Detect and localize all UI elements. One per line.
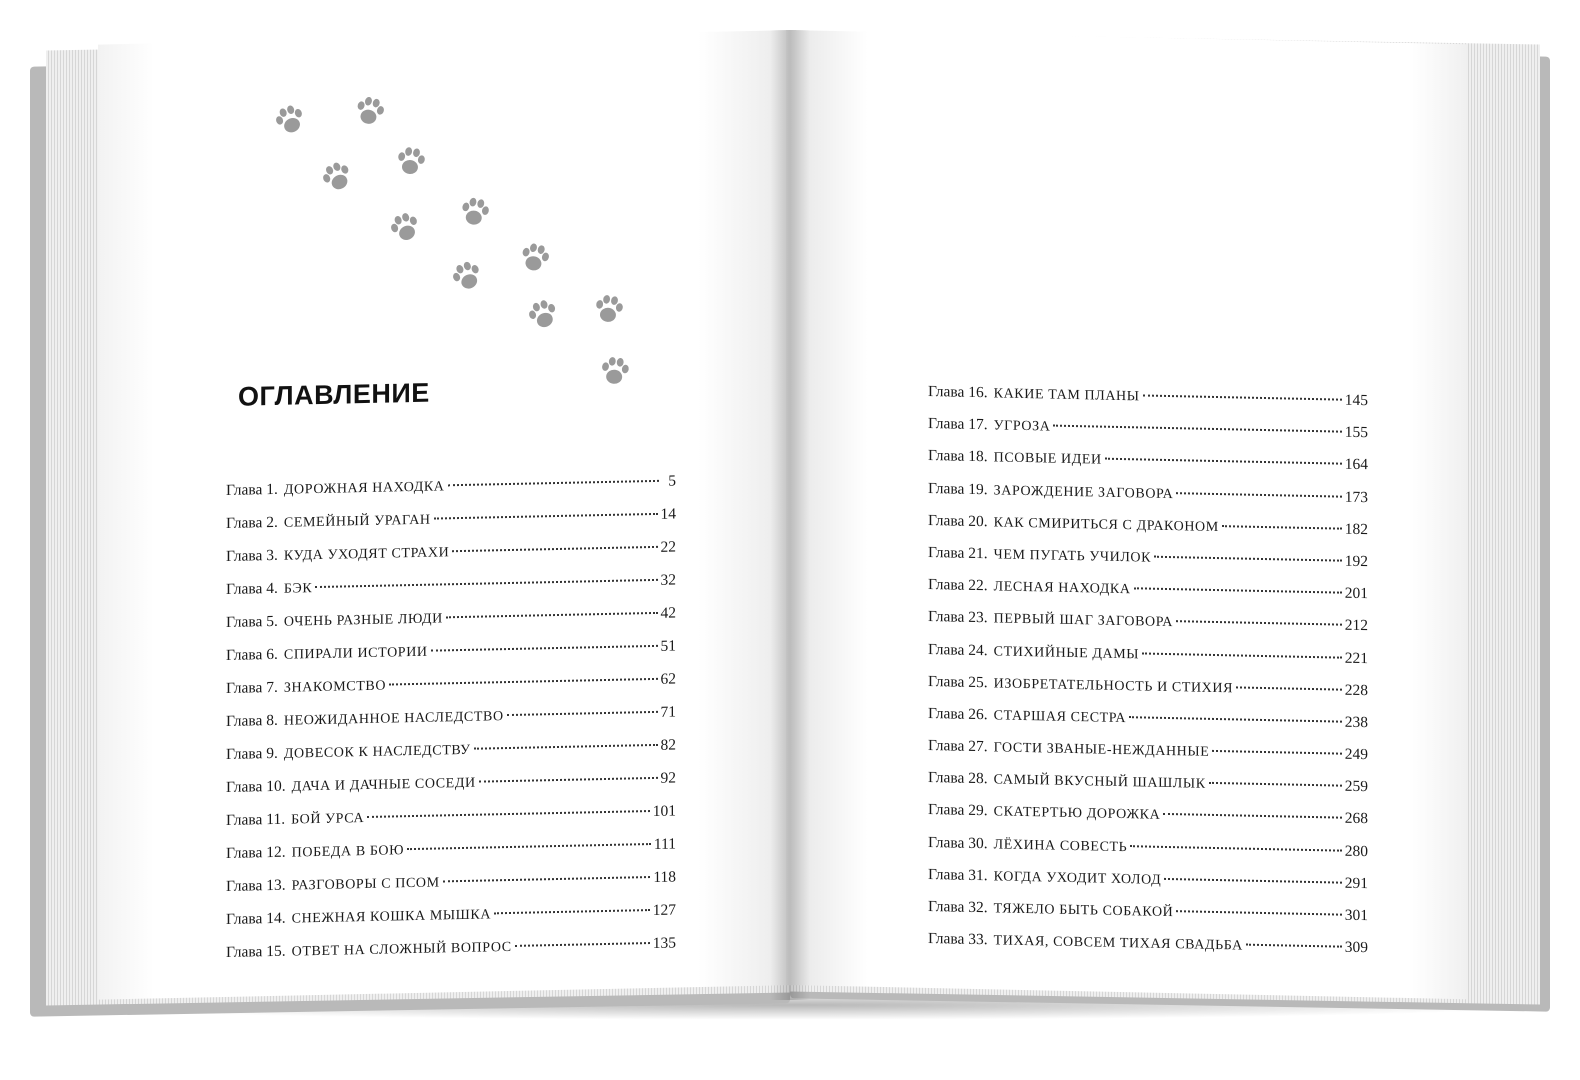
page-number: 173 <box>1344 488 1368 506</box>
page-number: 228 <box>1344 681 1368 699</box>
chapter-title: ЗНАКОМСТВО <box>283 678 387 696</box>
page-number: 101 <box>652 802 676 821</box>
page-number: 249 <box>1344 745 1368 764</box>
page-number: 155 <box>1344 423 1368 442</box>
chapter-number: Глава 14. <box>226 909 286 928</box>
dot-leader <box>494 909 650 914</box>
dot-leader <box>1176 620 1342 625</box>
dot-leader <box>443 876 651 882</box>
page-number: 42 <box>660 604 676 622</box>
toc-list-left <box>226 473 676 977</box>
dot-leader <box>515 942 650 947</box>
chapter-number: Глава 26. <box>928 704 988 724</box>
dot-leader <box>1222 525 1342 530</box>
page-number: 135 <box>652 934 676 953</box>
paw-print-icon <box>522 293 565 336</box>
chapter-title: ДОРОЖНАЯ НАХОДКА <box>283 479 445 498</box>
page-number: 71 <box>660 703 676 721</box>
chapter-title: ТИХАЯ, СОВСЕМ ТИХАЯ СВАДЬБА <box>993 933 1243 954</box>
dot-leader <box>448 480 659 486</box>
paw-print-icon <box>391 142 430 181</box>
page-number: 127 <box>652 901 676 920</box>
chapter-title: КОГДА УХОДИТ ХОЛОД <box>993 869 1162 888</box>
chapter-title: БЭК <box>283 581 313 597</box>
chapter-title: СКАТЕРТЬЮ ДОРОЖКА <box>993 804 1161 824</box>
chapter-number: Глава 19. <box>928 479 988 498</box>
chapter-number: Глава 5. <box>226 612 278 631</box>
chapter-number: Глава 24. <box>928 640 988 659</box>
dot-leader <box>1129 716 1342 722</box>
chapter-title: СПИРАЛИ ИСТОРИИ <box>283 644 428 663</box>
chapter-number: Глава 15. <box>226 942 286 961</box>
paw-print-icon <box>455 192 495 232</box>
dot-leader <box>1176 492 1341 497</box>
chapter-number: Глава 13. <box>226 876 286 895</box>
chapter-number: Глава 6. <box>226 645 278 664</box>
dot-leader <box>474 744 658 750</box>
dot-leader <box>431 645 658 652</box>
page-number: 51 <box>660 637 676 655</box>
chapter-number: Глава 18. <box>928 447 988 466</box>
chapter-title: ЧЕМ ПУГАТЬ УЧИЛОК <box>993 547 1152 566</box>
chapter-number: Глава 2. <box>226 513 278 532</box>
page-number: 291 <box>1344 874 1368 893</box>
chapter-title: СТИХИЙНЫЕ ДАМЫ <box>993 643 1140 662</box>
dot-leader <box>1212 750 1341 755</box>
chapter-number: Глава 10. <box>226 777 286 796</box>
dot-leader <box>452 546 657 552</box>
paw-print-icon <box>349 90 391 131</box>
chapter-title: САМЫЙ ВКУСНЫЙ ШАШЛЫК <box>993 772 1206 793</box>
paw-trail <box>98 30 796 45</box>
page-number: 182 <box>1344 520 1368 538</box>
dot-leader <box>1246 944 1342 948</box>
dot-leader <box>389 678 657 686</box>
dot-leader <box>1236 686 1342 690</box>
paw-print-icon <box>589 290 628 329</box>
chapter-number: Глава 23. <box>928 608 988 627</box>
page-number: 62 <box>660 670 676 688</box>
left-page <box>98 30 796 1000</box>
page-number: 118 <box>653 868 676 886</box>
dot-leader <box>367 810 650 818</box>
chapter-title: ПСОВЫЕ ИДЕИ <box>993 450 1102 468</box>
chapter-number: Глава 4. <box>226 579 278 598</box>
chapter-number: Глава 25. <box>928 672 988 691</box>
chapter-number: Глава 21. <box>928 543 988 563</box>
page-number: 82 <box>660 736 676 754</box>
chapter-number: Глава 11. <box>226 810 286 829</box>
page-number: 164 <box>1344 456 1368 474</box>
chapter-number: Глава 3. <box>226 546 278 565</box>
chapter-number: Глава 8. <box>226 711 278 730</box>
chapter-title: КАКИЕ ТАМ ПЛАНЫ <box>993 386 1140 405</box>
paw-print-icon <box>596 352 634 390</box>
page-number: 145 <box>1344 391 1368 410</box>
chapter-number: Глава 20. <box>928 511 988 530</box>
dot-leader <box>1163 813 1341 819</box>
page-number: 5 <box>668 472 676 490</box>
chapter-title: ПОБЕДА В БОЮ <box>291 843 405 861</box>
paw-print-icon <box>314 154 359 200</box>
dot-leader <box>1176 910 1341 915</box>
paw-print-icon <box>514 237 556 278</box>
page-number: 32 <box>660 571 676 589</box>
chapter-title: ТЯЖЕЛО БЫТЬ СОБАКОЙ <box>993 901 1174 921</box>
chapter-number: Глава 33. <box>928 930 988 949</box>
dot-leader <box>434 513 658 520</box>
chapter-number: Глава 1. <box>226 480 278 499</box>
paw-print-icon <box>268 98 312 142</box>
chapter-title: ГОСТИ ЗВАНЫЕ-НЕЖДАННЫЕ <box>993 740 1210 760</box>
page-number: 192 <box>1344 552 1368 571</box>
dot-leader <box>1142 652 1342 658</box>
dot-leader <box>1130 845 1341 851</box>
chapter-title: ДАЧА И ДАЧНЫЕ СОСЕДИ <box>291 775 476 795</box>
page-number: 280 <box>1344 842 1368 860</box>
dot-leader <box>1164 878 1341 884</box>
page-number: 238 <box>1344 713 1368 732</box>
chapter-title: БОЙ УРСА <box>291 811 365 828</box>
chapter-number: Глава 17. <box>928 415 988 434</box>
chapter-title: НЕОЖИДАННОЕ НАСЛЕДСТВО <box>283 709 504 729</box>
chapter-title: ОЧЕНЬ РАЗНЫЕ ЛЮДИ <box>283 611 443 630</box>
chapter-number: Глава 29. <box>928 801 988 820</box>
chapter-number: Глава 9. <box>226 744 278 763</box>
chapter-title: ИЗОБРЕТАТЕЛЬНОСТЬ И СТИХИЯ <box>993 676 1234 697</box>
chapter-number: Глава 16. <box>928 382 988 402</box>
page-number: 259 <box>1344 777 1368 796</box>
chapter-number: Глава 12. <box>226 843 286 862</box>
chapter-number: Глава 32. <box>928 897 988 917</box>
dot-leader <box>1209 782 1342 787</box>
right-page <box>786 30 1466 999</box>
chapter-number: Глава 7. <box>226 678 278 697</box>
chapter-title: ОТВЕТ НА СЛОЖНЫЙ ВОПРОС <box>291 939 512 960</box>
chapter-title: КАК СМИРИТЬСЯ С ДРАКОНОМ <box>993 515 1219 535</box>
chapter-title: УГРОЗА <box>993 418 1051 435</box>
chapter-title: СНЕЖНАЯ КОШКА МЫШКА <box>291 907 492 927</box>
chapter-number: Глава 27. <box>928 737 988 756</box>
chapter-title: РАЗГОВОРЫ С ПСОМ <box>291 875 440 894</box>
book-gutter <box>770 30 810 1000</box>
page-number: 212 <box>1344 617 1368 635</box>
dot-leader <box>479 777 658 783</box>
chapter-title: СТАРШАЯ СЕСТРА <box>993 708 1127 726</box>
page-number: 14 <box>660 505 676 523</box>
page-number: 301 <box>1344 906 1368 925</box>
page-number: 111 <box>653 835 676 853</box>
dot-leader <box>1154 556 1342 562</box>
chapter-title: КУДА УХОДЯТ СТРАХИ <box>283 545 450 564</box>
paw-print-icon <box>383 205 427 249</box>
chapter-title: СЕМЕЙНЫЙ УРАГАН <box>283 512 431 531</box>
dot-leader <box>446 612 658 618</box>
chapter-title: ЗАРОЖДЕНИЕ ЗАГОВОРА <box>993 482 1174 502</box>
chapter-title: ЛЁХИНА СОВЕСТЬ <box>993 836 1128 855</box>
page-number: 221 <box>1344 649 1368 667</box>
paw-print-icon <box>445 254 489 299</box>
page-number: 92 <box>660 769 676 787</box>
chapter-number: Глава 31. <box>928 865 988 885</box>
chapter-title: ПЕРВЫЙ ШАГ ЗАГОВОРА <box>993 611 1174 631</box>
toc-list-right <box>928 383 1368 972</box>
dot-leader <box>1134 587 1342 593</box>
dot-leader <box>507 711 658 716</box>
dot-leader <box>315 579 657 588</box>
chapter-title: ДОВЕСОК К НАСЛЕДСТВУ <box>283 742 471 762</box>
page-number: 22 <box>660 538 676 556</box>
page-number: 309 <box>1344 938 1368 957</box>
chapter-title: ЛЕСНАЯ НАХОДКА <box>993 579 1131 598</box>
page-number: 201 <box>1344 584 1368 603</box>
chapter-number: Глава 22. <box>928 576 988 595</box>
dot-leader <box>1143 394 1342 400</box>
page-number: 268 <box>1344 810 1368 828</box>
dot-leader <box>407 843 651 850</box>
page-title: ОГЛАВЛЕНИЕ <box>238 377 430 412</box>
dot-leader <box>1105 458 1342 465</box>
chapter-number: Глава 30. <box>928 833 988 852</box>
chapter-number: Глава 28. <box>928 769 988 788</box>
dot-leader <box>1053 425 1341 433</box>
